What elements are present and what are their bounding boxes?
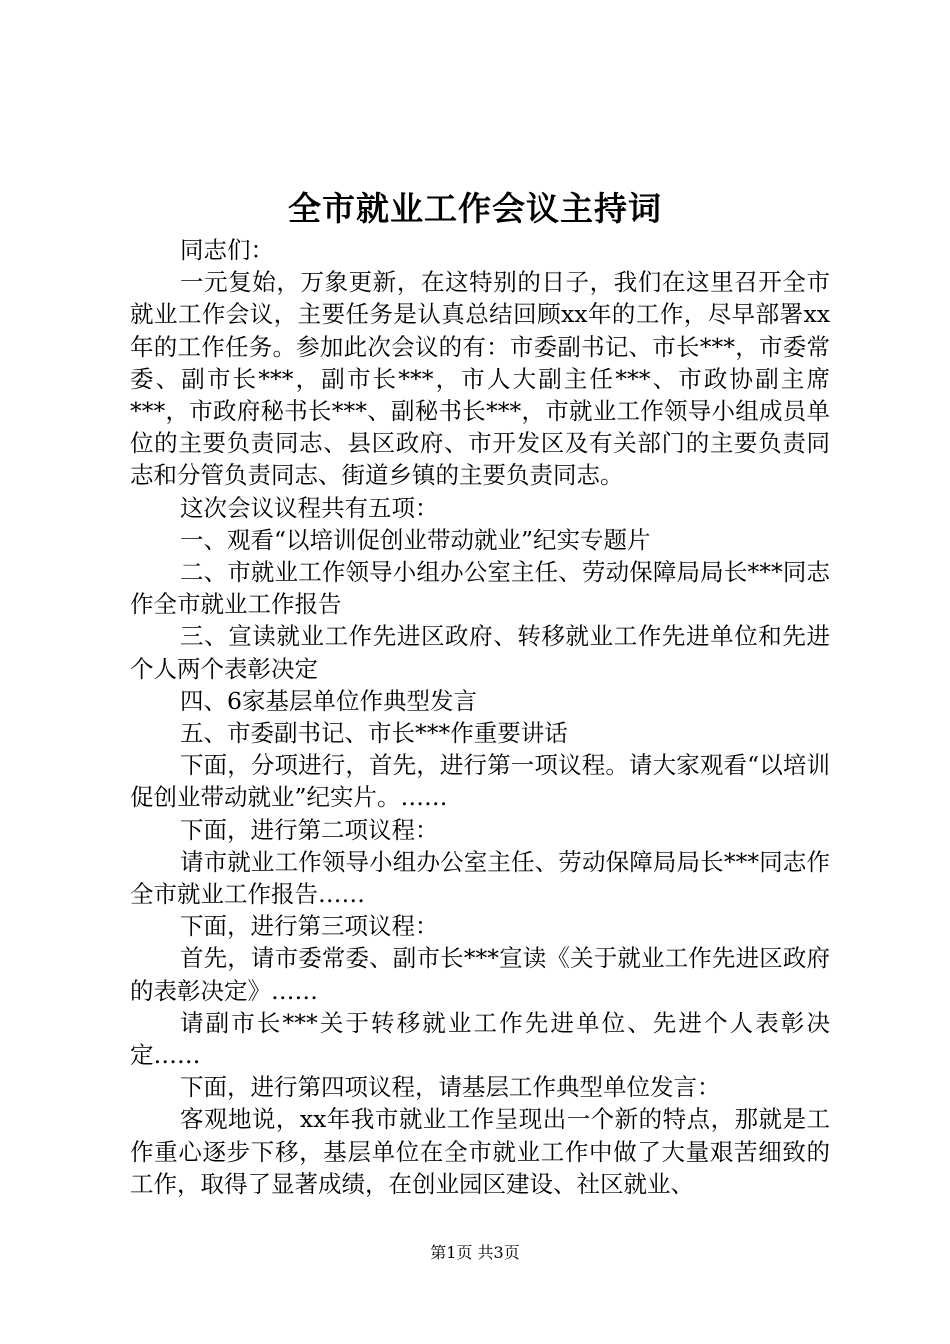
paragraph: 请市就业工作领导小组办公室主任、劳动保障局局长***同志作全市就业工作报告……	[130, 847, 830, 909]
paragraph: 二、市就业工作领导小组办公室主任、劳动保障局局长***同志作全市就业工作报告	[130, 558, 830, 619]
document-title: 全市就业工作会议主持词	[288, 189, 662, 228]
paragraph: 下面，进行第三项议程：	[180, 912, 439, 941]
paragraph: 三、宣读就业工作先进区政府、转移就业工作先进单位和先进个人两个表彰决定	[130, 622, 830, 683]
paragraph: 下面，分项进行，首先，进行第一项议程。请大家观看“以培训促创业带动就业”纪实片。……	[130, 751, 830, 812]
paragraph: 一元复始，万象更新，在这特别的日子，我们在这里召开全市就业工作会议，主要任务是认真总结回顾xx年的工作，尽早部署xx年的工作任务。参加此次会议的有：市委副书记、市长***，市委常委、副市长***，副市长***，市人大副主任***、市政协副主席***，市政府秘书长***、副秘书长***，市就业工作领导小组成员单位的主要负责同志、县区政府、市开发区及有关部门的主要负责同志和分管负责同志、街道乡镇的主要负责同志。	[130, 268, 830, 490]
paragraph: 下面，进行第四项议程，请基层工作典型单位发言：	[180, 1073, 721, 1102]
paragraph: 五、市委副书记、市长***作重要讲话	[180, 719, 568, 748]
paragraph: 四、6家基层单位作典型发言	[180, 686, 477, 715]
page-footer: 第1页 共3页	[430, 1243, 520, 1262]
paragraph: 一、观看“以培训促创业带动就业”纪实专题片	[180, 525, 651, 554]
paragraph: 这次会议议程共有五项：	[180, 493, 439, 522]
paragraph: 下面，进行第二项议程：	[180, 815, 439, 844]
document-body	[130, 234, 830, 1200]
paragraph: 同志们：	[180, 236, 274, 264]
paragraph: 请副市长***关于转移就业工作先进单位、先进个人表彰决定……	[130, 1008, 830, 1070]
paragraph: 客观地说，xx年我市就业工作呈现出一个新的特点，那就是工作重心逐步下移，基层单位在全市就业工作中做了大量艰苦细致的工作，取得了显著成绩，在创业园区建设、社区就业、	[130, 1105, 830, 1198]
paragraph: 首先，请市委常委、副市长***宣读《关于就业工作先进区政府的表彰决定》……	[130, 944, 830, 1005]
